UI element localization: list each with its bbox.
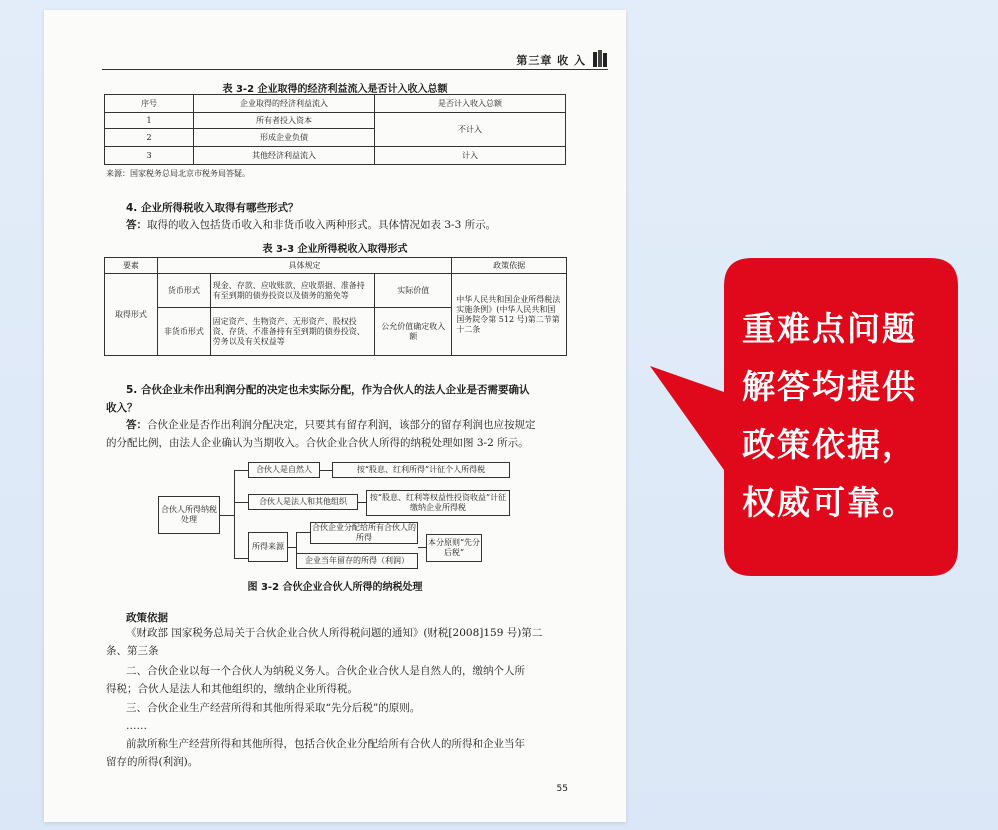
- table1-source: 来源：国家税务总局北京市税务局答疑。: [106, 169, 250, 178]
- table1-cell: 1: [105, 113, 194, 129]
- table1-header: 企业取得的经济利益流入: [194, 95, 375, 113]
- diagram-caption: 图 3-2 合伙企业合伙人所得的纳税处理: [247, 582, 423, 593]
- question-5-title: 5. 合伙企业未作出利润分配的决定也未实际分配，作为合伙人的法人企业是否需要确认: [126, 384, 530, 396]
- chapter-title: 第三章 收 入: [516, 54, 586, 67]
- table1-cell: 所有者投入资本: [194, 113, 375, 129]
- policy-line: 二、合伙企业以每一个合伙人为纳税义务人。合伙企业合伙人是自然人的，缴纳个人所: [126, 665, 525, 677]
- table2-header: 政策依据: [452, 258, 567, 274]
- diagram-branch: 所得来源: [248, 532, 288, 562]
- policy-line: 《财政部 国家税务总局关于合伙企业合伙人所得税问题的通知》(财税[2008]159 号)第二: [126, 627, 543, 639]
- diagram-branch: 合伙人是自然人: [248, 462, 320, 478]
- table1-header: 序号: [105, 95, 194, 113]
- table1-cell: 形成企业负债: [194, 129, 375, 147]
- answer-text: 合伙企业是否作出利润分配决定，只要其有留存利润，该部分的留存利润也应按规定: [147, 419, 536, 431]
- policy-line: ……: [126, 720, 147, 732]
- diagram-sub: 合伙企业分配给所有合伙人的所得: [312, 523, 416, 542]
- page-number: 55: [556, 784, 568, 794]
- policy-line: 留存的所得(利润)。: [106, 756, 199, 768]
- table1-cell: 3: [105, 147, 194, 165]
- table2-cell: 非货币形式: [157, 308, 210, 356]
- diagram-result: 按“股息、红利等权益性投资收益”计征缴纳企业所得税: [366, 490, 510, 516]
- table2-caption: 表 3-3 企业所得税收入取得形式: [262, 244, 408, 255]
- table1-cell: 计入: [375, 147, 566, 165]
- callout-line: 权威可靠。: [742, 483, 917, 522]
- table1-caption: 表 3-2 企业取得的经济利益流入是否计入收入总额: [222, 84, 448, 95]
- policy-line: 得税；合伙人是法人和其他组织的，缴纳企业所得税。: [106, 683, 358, 695]
- answer-text: 取得的收入包括货币收入和非货币收入两种形式。具体情况如表 3-3 所示。: [147, 219, 497, 231]
- table1-cell: 不计入: [375, 113, 566, 147]
- table2-cell: 公允价值确定收入额: [375, 308, 452, 356]
- table2-element: 取得形式: [105, 274, 158, 356]
- table2-header: 要素: [105, 258, 158, 274]
- table2-cell: 实际价值: [375, 274, 452, 308]
- callout-line: 重难点问题: [742, 309, 917, 348]
- diagram-sub: 企业当年留存的所得（利润）: [296, 553, 418, 569]
- diagram-root: 合伙人所得纳税处理: [158, 496, 220, 534]
- table2-header: 具体规定: [157, 258, 451, 274]
- diagram-branch: 合伙人是法人和其他组织: [248, 494, 358, 510]
- table2-cell: 货币形式: [157, 274, 210, 308]
- policy-line: 前款所称生产经营所得和其他所得，包括合伙企业分配给所有合伙人的所得和企业当年: [126, 738, 525, 750]
- table1-header: 是否计入收入总额: [375, 95, 566, 113]
- table1-cell: 2: [105, 129, 194, 147]
- table2-basis: 中华人民共和国企业所得税法实施条例》(中华人民共和国国务院令第 512 号)第二节第十二条: [452, 274, 567, 356]
- table2-cell: 固定资产、生物资产、无形资产、股权投资、存货、不准备持有至到期的债券投资、劳务以及有关权益等: [210, 308, 375, 356]
- question-5-title-cont: 收入？: [106, 402, 138, 414]
- question-4-title: 4. 企业所得税收入取得有哪些形式？: [126, 202, 299, 214]
- answer-label: 答：: [126, 219, 147, 231]
- policy-line: 条、第三条: [106, 645, 159, 657]
- table2-cell: 现金、存款、应收账款、应收票据、准备持有至到期的债券投资以及债务的豁免等: [210, 274, 375, 308]
- callout-line: 解答均提供: [742, 367, 917, 406]
- callout-line: 政策依据，: [742, 425, 917, 464]
- question-5-answer-cont: 的分配比例，由法人企业确认为当期收入。合伙企业合伙人所得的纳税处理如图 3-2 所示。: [106, 437, 529, 449]
- table1-cell: 其他经济利益流入: [194, 147, 375, 165]
- policy-heading: 政策依据: [126, 612, 168, 624]
- callout-text: [742, 300, 917, 532]
- answer-label: 答：: [126, 419, 147, 431]
- diagram-principle: 本分原则“先分后税”: [426, 534, 482, 562]
- diagram-result: 按“股息、红利所得”计征个人所得税: [332, 462, 510, 478]
- policy-line: 三、合伙企业生产经营所得和其他所得采取“先分后税”的原则。: [126, 702, 421, 714]
